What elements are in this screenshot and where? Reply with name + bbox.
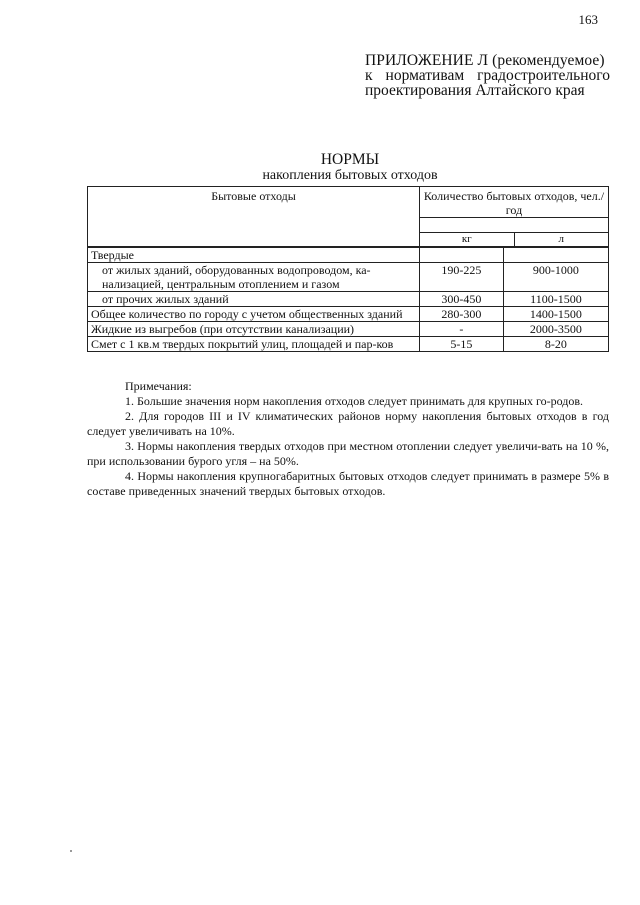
- appendix-title: ПРИЛОЖЕНИЕ Л (рекомендуемое): [365, 52, 605, 69]
- scan-speck: [70, 850, 72, 852]
- row-kg: 280-300: [420, 307, 504, 322]
- header-quantity: Количество бытовых отходов, чел./год: [420, 187, 609, 218]
- row-l: 1400-1500: [503, 307, 608, 322]
- row-l: [503, 247, 608, 263]
- note-item: 3. Нормы накопления твердых отходов при местном отоплении следует увеличи-вать на 10 %, при использовании бурого угля – на 50%.: [87, 439, 609, 468]
- row-l: 900-1000: [503, 263, 608, 292]
- row-name: от жилых зданий, оборудованных водопроводом, ка-нализацией, центральным отоплением и газом: [88, 263, 420, 292]
- appendix-subtitle-line: к нормативам градостроительного: [365, 67, 610, 84]
- title-sub: накопления бытовых отходов: [262, 168, 438, 183]
- row-l: 2000-3500: [503, 322, 608, 337]
- appendix-heading: [365, 53, 610, 98]
- row-kg: 5-15: [420, 337, 504, 352]
- table-row: [88, 263, 609, 292]
- header-unit-l: л: [515, 232, 609, 246]
- row-name: Твердые: [88, 247, 420, 263]
- row-l: 1100-1500: [503, 292, 608, 307]
- note-item: 4. Нормы накопления крупногабаритных бытовых отходов следует принимать в размере 5% в составе приведенных значений твердых бытовых отходов.: [87, 469, 609, 498]
- notes-section: [87, 379, 609, 499]
- note-item: 2. Для городов III и IV климатических районов норму накопления бытовых отходов в год следует увеличивать на 10%.: [87, 409, 609, 438]
- page-number: 163: [578, 12, 598, 27]
- row-kg: 300-450: [420, 292, 504, 307]
- row-name: от прочих жилых зданий: [88, 292, 420, 307]
- header-waste-type: Бытовые отходы: [88, 187, 420, 248]
- norms-table: [87, 186, 609, 352]
- row-name: Общее количество по городу с учетом общественных зданий: [88, 307, 420, 322]
- row-kg: -: [420, 322, 504, 337]
- table-row: [88, 307, 609, 322]
- notes-heading: Примечания:: [125, 379, 192, 393]
- document-title: [0, 152, 640, 183]
- row-name: Смет с 1 кв.м твердых покрытий улиц, площадей и пар-ков: [88, 337, 420, 352]
- header-units-spacer: [420, 218, 609, 248]
- row-kg: [420, 247, 504, 263]
- title-main: НОРМЫ: [320, 151, 380, 168]
- row-name: Жидкие из выгребов (при отсутствии канализации): [88, 322, 420, 337]
- table-row: [88, 322, 609, 337]
- row-l: 8-20: [503, 337, 608, 352]
- table-row: [88, 247, 609, 263]
- table-row: [88, 337, 609, 352]
- header-unit-kg: кг: [420, 232, 515, 246]
- row-kg: 190-225: [420, 263, 504, 292]
- table-row: [88, 292, 609, 307]
- note-item: 1. Большие значения норм накопления отходов следует принимать для крупных го-родов.: [125, 394, 584, 408]
- appendix-subtitle-line: проектирования Алтайского края: [365, 82, 585, 99]
